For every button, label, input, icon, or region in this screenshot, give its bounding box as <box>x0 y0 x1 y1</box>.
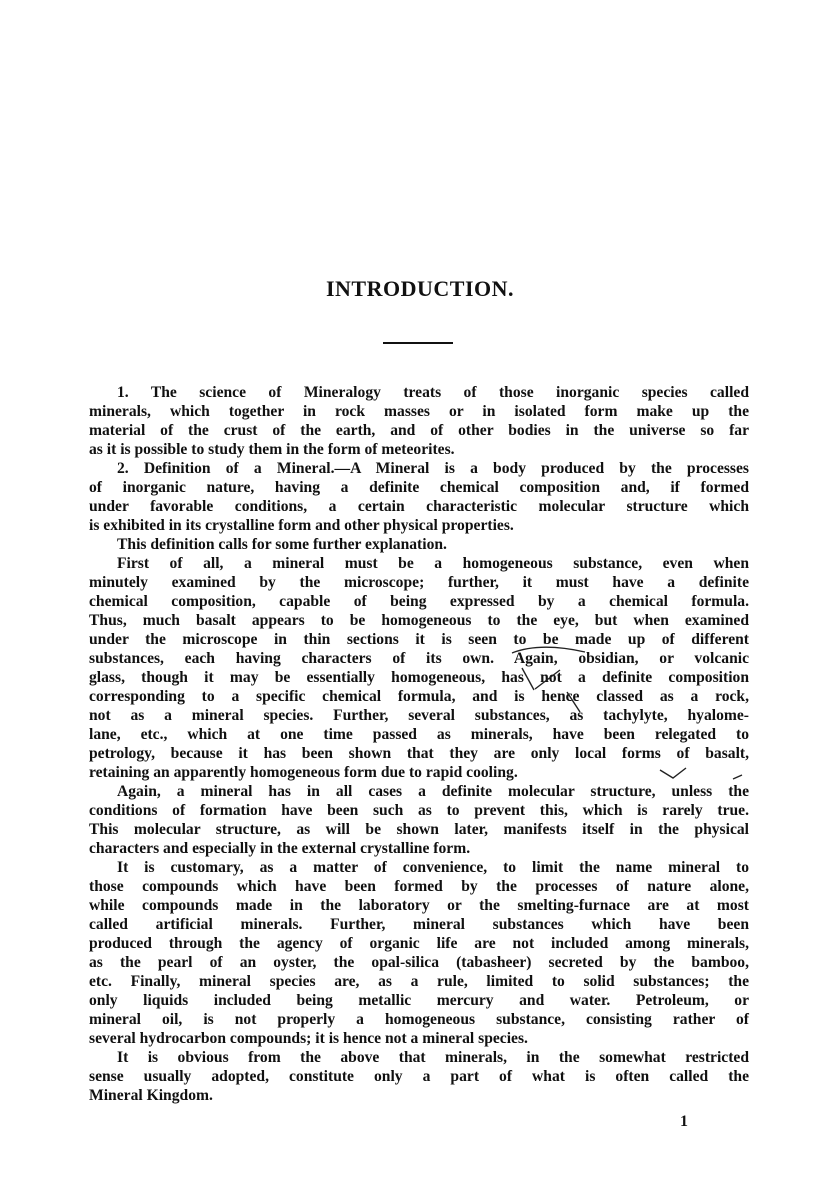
text-line: First of all, a mineral must be a homogeneous substance, even when <box>117 555 749 572</box>
text-line: while compounds made in the laboratory or the smelting-furnace are at most <box>89 897 749 914</box>
text-line: of inorganic nature, having a definite chemical composition and, if formed <box>89 479 749 496</box>
text-line: material of the crust of the earth, and of other bodies in the universe so far <box>89 422 749 439</box>
text-line: Thus, much basalt appears to be homogeneous to the eye, but when examined <box>89 612 749 629</box>
text-line: glass, though it may be essentially homogeneous, has not a definite composition <box>89 669 749 686</box>
title-rule <box>383 342 453 344</box>
text-line: petrology, because it has been shown that they are only local forms of basalt, <box>89 745 749 762</box>
text-line: several hydrocarbon compounds; it is hence not a mineral species. <box>89 1030 528 1047</box>
text-line: This molecular structure, as will be shown later, manifests itself in the physical <box>89 821 749 838</box>
text-line: not as a mineral species. Further, several substances, as tachylyte, hyalome- <box>89 707 749 724</box>
text-line: under the microscope in thin sections it is seen to be made up of different <box>89 631 749 648</box>
text-line: lane, etc., which at one time passed as minerals, have been relegated to <box>89 726 749 743</box>
text-line: minerals, which together in rock masses or in isolated form make up the <box>89 403 749 420</box>
text-line: those compounds which have been formed by the processes of nature alone, <box>89 878 749 895</box>
text-line: as the pearl of an oyster, the opal-silica (tabasheer) secreted by the bamboo, <box>89 954 749 971</box>
text-line: This definition calls for some further explanation. <box>117 536 447 553</box>
text-line: It is obvious from the above that minerals, in the somewhat restricted <box>117 1049 749 1066</box>
text-line: produced through the agency of organic life are not included among minerals, <box>89 935 749 952</box>
text-line: only liquids included being metallic mercury and water. Petroleum, or <box>89 992 749 1009</box>
chapter-title: INTRODUCTION. <box>325 276 515 301</box>
text-line: under favorable conditions, a certain characteristic molecular structure which <box>89 498 749 515</box>
text-line: It is customary, as a matter of convenience, to limit the name mineral to <box>117 859 749 876</box>
text-line: substances, each having characters of its own. Again, obsidian, or volcanic <box>89 650 749 667</box>
text-line: 2. Definition of a Mineral.—A Mineral is a body produced by the processes <box>117 460 749 477</box>
text-line: retaining an apparently homogeneous form due to rapid cooling. <box>89 764 518 781</box>
text-line: 1. The science of Mineralogy treats of those inorganic species called <box>117 384 749 401</box>
text-line: is exhibited in its crystalline form and other physical properties. <box>89 517 514 534</box>
text-line: sense usually adopted, constitute only a part of what is often called the <box>89 1068 749 1085</box>
text-line: corresponding to a specific chemical formula, and is hence classed as a rock, <box>89 688 749 705</box>
text-line: etc. Finally, mineral species are, as a rule, limited to solid substances; the <box>89 973 749 990</box>
body-text <box>89 383 749 1105</box>
text-line: characters and especially in the external crystalline form. <box>89 840 471 857</box>
text-line: Mineral Kingdom. <box>89 1087 213 1104</box>
text-line: mineral oil, is not properly a homogeneous substance, consisting rather of <box>89 1011 749 1028</box>
text-line: minutely examined by the microscope; further, it must have a definite <box>89 574 749 591</box>
text-line: Again, a mineral has in all cases a definite molecular structure, unless the <box>117 783 749 800</box>
text-line: as it is possible to study them in the form of meteorites. <box>89 441 455 458</box>
page-number: 1 <box>680 1113 688 1130</box>
text-line: chemical composition, capable of being expressed by a chemical formula. <box>89 593 749 610</box>
text-line: conditions of formation have been such as to prevent this, which is rarely true. <box>89 802 749 819</box>
text-line: called artificial minerals. Further, mineral substances which have been <box>89 916 749 933</box>
